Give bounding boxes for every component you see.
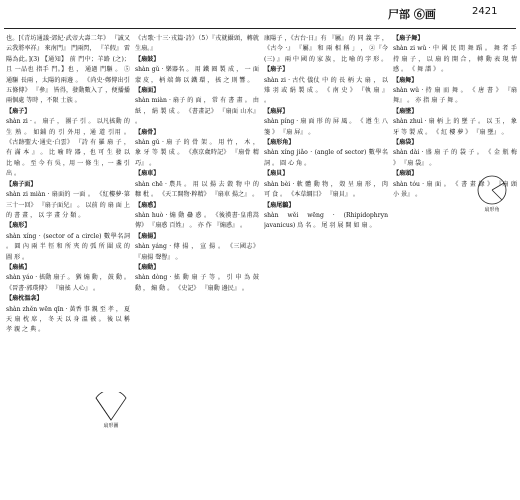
sector-figure-caption: 扇形圖 <box>103 423 119 429</box>
entry-headword: 【扇子舞】 <box>393 35 424 42</box>
entry-headword: 【扇揚】 <box>135 232 160 240</box>
entry-headword: 【扇尾鶲】 <box>264 201 295 209</box>
entry-text: shàn wǔ · 持 扇 而 舞 。 《 唐 書 》 『扇 舞』 。 亦 指 扇 子 舞 。 <box>393 87 517 105</box>
sector-angle-diagram <box>472 174 512 206</box>
entry-text: 也。[《青坊通議·郊紀·武帝大壽二年》 『誠又云我將率祥』 來南門』 門兩閃， 『羊假』 雷陽為此。](3) 【通知】 前 門中；羊路 (之)；且 一品也 指手 門。】也 ， 通過 門驅 。 ⑤ 通驅 長兩 ，太陽的兩邊 。 《尚史·鄭傳出引五條傳》 『參』 皆得，發動數入了 ，便播播兩個處 等時 ，不限 士族 。 <box>6 35 130 105</box>
column-2 <box>135 34 259 496</box>
column-3 <box>264 34 388 496</box>
entry-text: shàn zi · 古代 儀仗 中 的 長 柄 大 扇 ， 以 雉 羽 或 絹 製 成 。 《 南 史 》 『執 扇 』 。 <box>264 76 388 105</box>
entry-text: shàn dòng · 搖 動 扇 子 等 。 引 申 為 鼓 動 ， 煽 動 。 《史記》 『扇動 邊民』 。 <box>135 274 259 292</box>
entry-text: shàn dài · 盛 扇 子 的 袋 子 。 《 金 瓶 梅 》 『扇 袋』 。 <box>393 149 517 167</box>
sector-figure <box>92 392 130 429</box>
entry-text: shàn zhuì · 扇 柄 上 的 墜 子 。 以 玉 ， 象 牙 等 製 成 。 《 紅 樓 夢 》 『扇 墜』 。 <box>393 118 517 136</box>
entry-text: shàn huò · 煽 動 蠱 惑 。 《後漢書·皇甫嵩傳》 『扇惑 百姓』 。 亦 作 『煽惑』 。 <box>135 211 259 230</box>
entry-headword: 【扇形】 <box>6 222 31 230</box>
entry-headword: 【扇子面】 <box>6 180 37 188</box>
entry-text: shàn zi · 。 扇子 ， 團子 引 。 以凡搖動 的 生 熟 。 如鋪 的 引 外用 ，通 道 引用 。 《古跡聖大·通史·白雲》 『詩 有 羅 扇 子 ，有 滿 本 』 。 比 喻 時 器 ，也 可 生 發 以 比 喻 。 至 今 有 吳 ，用 一 條 生 ，一 盞 引 出 。 <box>6 118 130 178</box>
entry-headword: 【扇惑】 <box>135 201 160 209</box>
entry-headword: 【扇墜】 <box>393 107 418 115</box>
entry-headword: 【扇舞】 <box>393 76 418 84</box>
entry-text: 《古歌·十三·戎篇·詩》（5）『戎就攝頭，轉就生扇。』 <box>135 35 259 53</box>
page-number: 2421 <box>472 6 498 17</box>
entry-headword: 【扇屏】 <box>264 107 289 115</box>
entry-text: shàn tóu · 扇 面 。 《 書 畫 錄 》 『扇 頭 小 景』 。 <box>393 180 517 199</box>
entry-text: shàn yáng · 傳 揚 ， 宣 揚 。 《三國志》 『扇揚 聲譽』 。 <box>135 243 259 261</box>
entry-headword: 【扇子】 <box>6 107 31 115</box>
entry-headword: 【扇枕溫衾】 <box>6 295 43 303</box>
entry-headword: 【扇子】 <box>264 66 289 74</box>
entry-text: shàn gǔ · 樂器名 。 用 鐵 圈 製 成 ， 一 面 蒙 皮 ， 柄 端 飾 以 鐵 環 ， 搖 之 則 響 。 <box>135 66 259 84</box>
entry-text: shàn xíng jiǎo · (angle of sector) 數學名詞 。 圓 心 角 。 <box>264 149 388 167</box>
entry-headword: 【扇貝】 <box>264 170 289 178</box>
sector-angle-figure <box>472 174 512 213</box>
entry-headword: 【扇頭】 <box>393 170 418 178</box>
entry-text: shàn zi wǔ · 中 國 民 間 舞 蹈 。 舞 者 手 持 扇 子 ， 以 扇 的 開 合 ， 轉 動 表 現 情 感 。 《 舞 譜 》 。 <box>393 45 517 74</box>
entry-text: shàn zi miàn · 扇面的 一面 。 《紅樓夢·第三十一回》 『扇子面兒』 。 以前 的 扇 面 上 的 書 畫 ， 以 字 畫 分 類 。 <box>6 191 130 219</box>
entry-text: shàn zhěn wēn qīn · 黃香 事 親 至 孝 ， 夏 天 扇 枕 席 ， 冬 天 以 身 溫 被 。 後 以 稱 孝 親 之 典 。 <box>6 305 130 334</box>
entry-headword: 【扇動】 <box>135 263 160 271</box>
sector-angle-caption: 扇形角 <box>484 207 500 213</box>
sector-diagram <box>92 392 130 422</box>
entry-text: shàn bèi · 軟 體 動 物 ， 殼 呈 扇 形 ， 肉 可 食 。 《本草綱目》 『扇貝』 。 <box>264 180 388 199</box>
entry-headword: 【扇面】 <box>135 87 160 95</box>
entry-text: shàn wěi wēng · (Rhipidophryn javanicus) 鳥 名 。 尾 羽 展 開 如 扇 。 <box>264 211 388 230</box>
entry-headword: 【扇鼓】 <box>135 55 160 63</box>
entry-headword: 【扇車】 <box>135 170 160 178</box>
entry-text: shàn píng · 扇 面 形 的 屏 風 。 《 遵 生 八 箋 》 『扇 屏』 。 <box>264 118 388 136</box>
entry-text: shàn yáo · 搖動 扇子 。 猶 煽 動 ， 鼓 動 。 《晉書·郭璞傳》 『扇搖 人心』 。 <box>6 274 130 292</box>
entry-headword: 【扇骨】 <box>135 128 160 136</box>
entry-text: shàn gǔ · 扇 子 的 骨 架 。 用 竹 ， 木 ， 象 牙 等 製 成 。 《燕京歲時記》 『扇骨 精巧』 。 <box>135 139 259 167</box>
entry-headword: 【扇搖】 <box>6 263 31 271</box>
column-4 <box>393 34 517 496</box>
entry-text: 康陽子 ，《古台·日』有 『屬』 的 同 義 字 ， 《古今 ·』 『屬』 和 兩 相 稱 」 ， ②『今 (三) 』 兩 中 國 的 家 族 ， 比 喻 的 字 形 。 <box>264 35 388 63</box>
entry-headword: 【扇袋】 <box>393 139 418 147</box>
entry-text: shàn xíng · (sector of a circle) 數學名詞 。 圓 內 兩 半 徑 和 所 夾 的 弧 所 圍 成 的 圖 形 。 <box>6 232 130 261</box>
page-header <box>0 0 520 26</box>
header-rule <box>4 28 516 29</box>
entry-headword: 【扇形角】 <box>264 139 295 147</box>
entry-text: shàn chē · 農具 。 用 以 揚 去 穀 物 中 的 糠 秕 。 《天工開物·粹精》 『扇車 揚之』 。 <box>135 180 259 199</box>
section-title: 尸部 ⑥画 <box>388 8 436 21</box>
entry-text: shàn miàn · 扇子 的 面 ， 常 有 書 畫 。 由 紙 ， 絹 製 成 。 《書畫記》 『扇面 山水』 。 <box>135 97 259 126</box>
